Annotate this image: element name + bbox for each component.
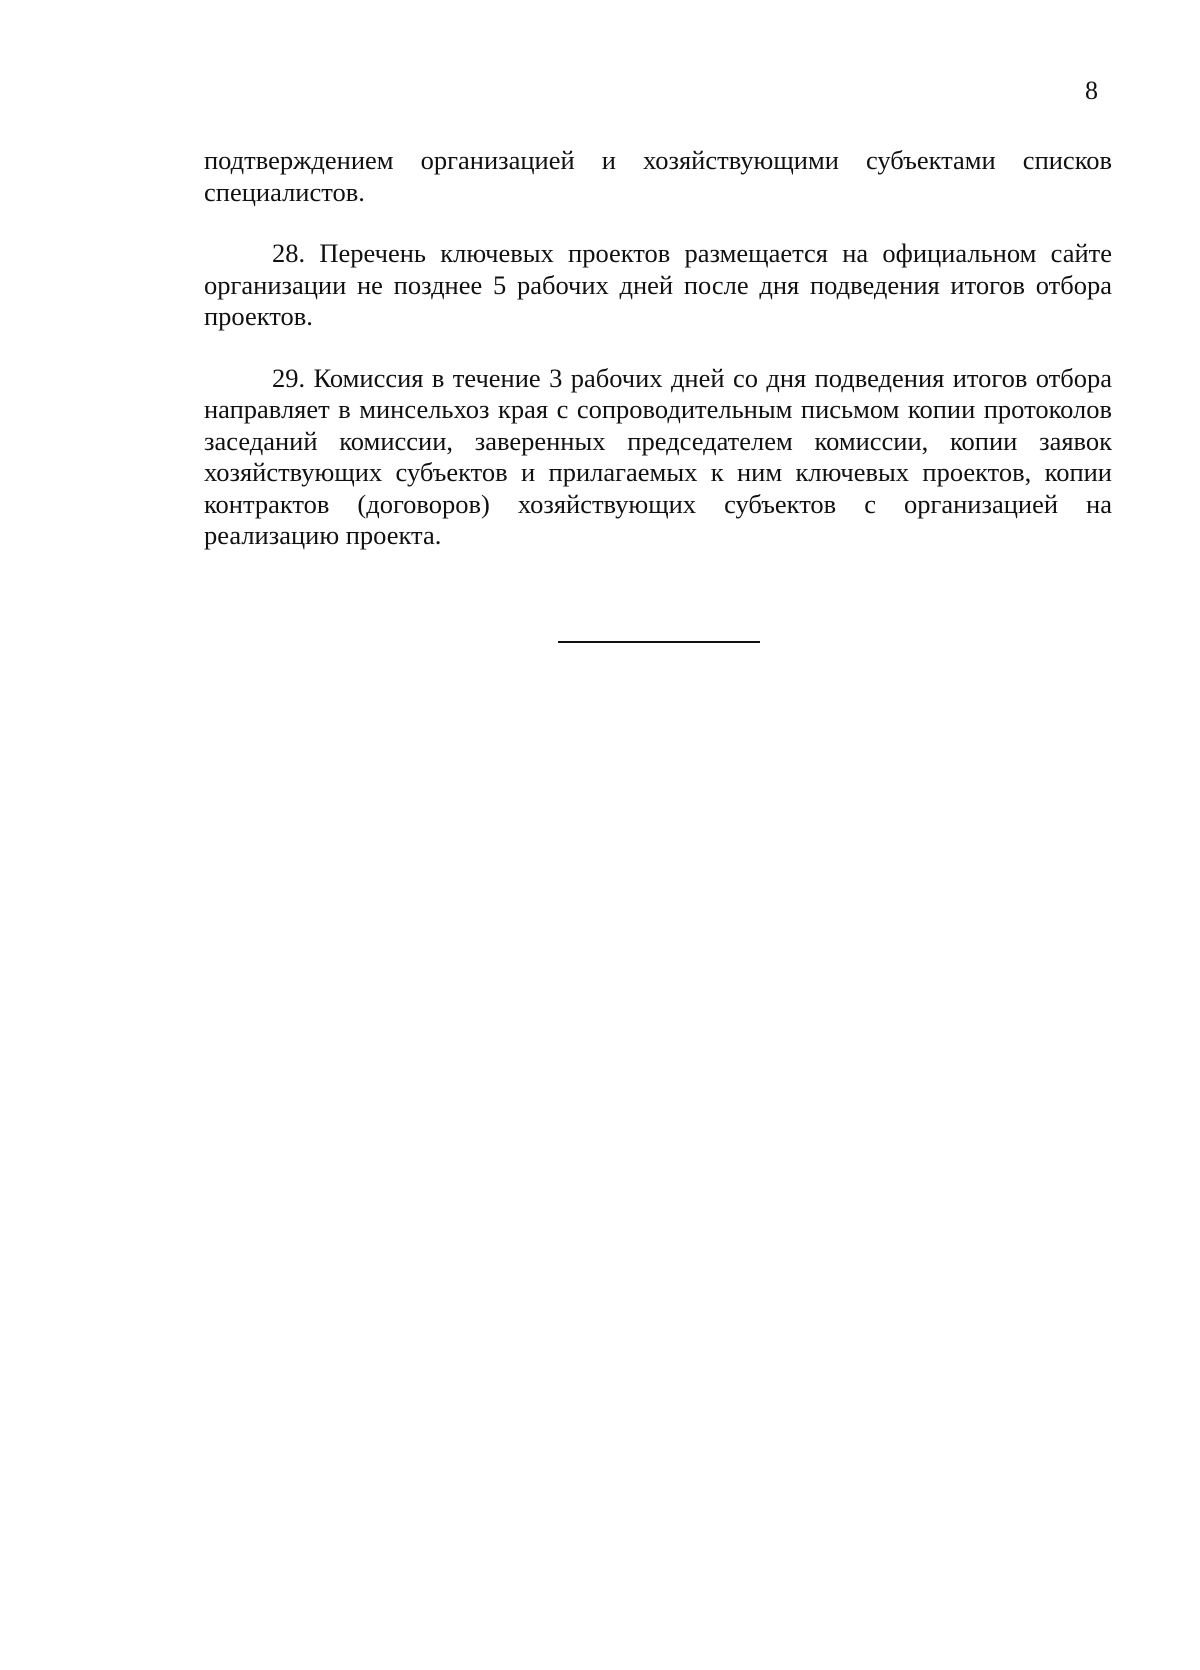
paragraph-continuation: подтверждением организацией и хозяйствующими субъектами списков специалистов. bbox=[204, 145, 1112, 207]
page-number: 8 bbox=[1085, 76, 1098, 105]
document-body bbox=[204, 145, 1112, 582]
paragraph-28: 28. Перечень ключевых проектов размещается на официальном сайте организации не позднее 5 рабочих дней после дня подведения итогов отбора проектов. bbox=[204, 238, 1112, 331]
end-of-document-rule bbox=[558, 641, 760, 643]
paragraph-29: 29. Комиссия в течение 3 рабочих дней со дня подведения итогов отбора направляет в минсельхоз края с сопроводительным письмом копии протоколов заседаний комиссии, заверенных председателем комиссии, копии заявок хозяйствующих субъектов и прилагаемых к ним ключевых проектов, копии контрактов (договоров) хозяйствующих субъектов с организацией на реализацию проекта. bbox=[204, 362, 1112, 550]
